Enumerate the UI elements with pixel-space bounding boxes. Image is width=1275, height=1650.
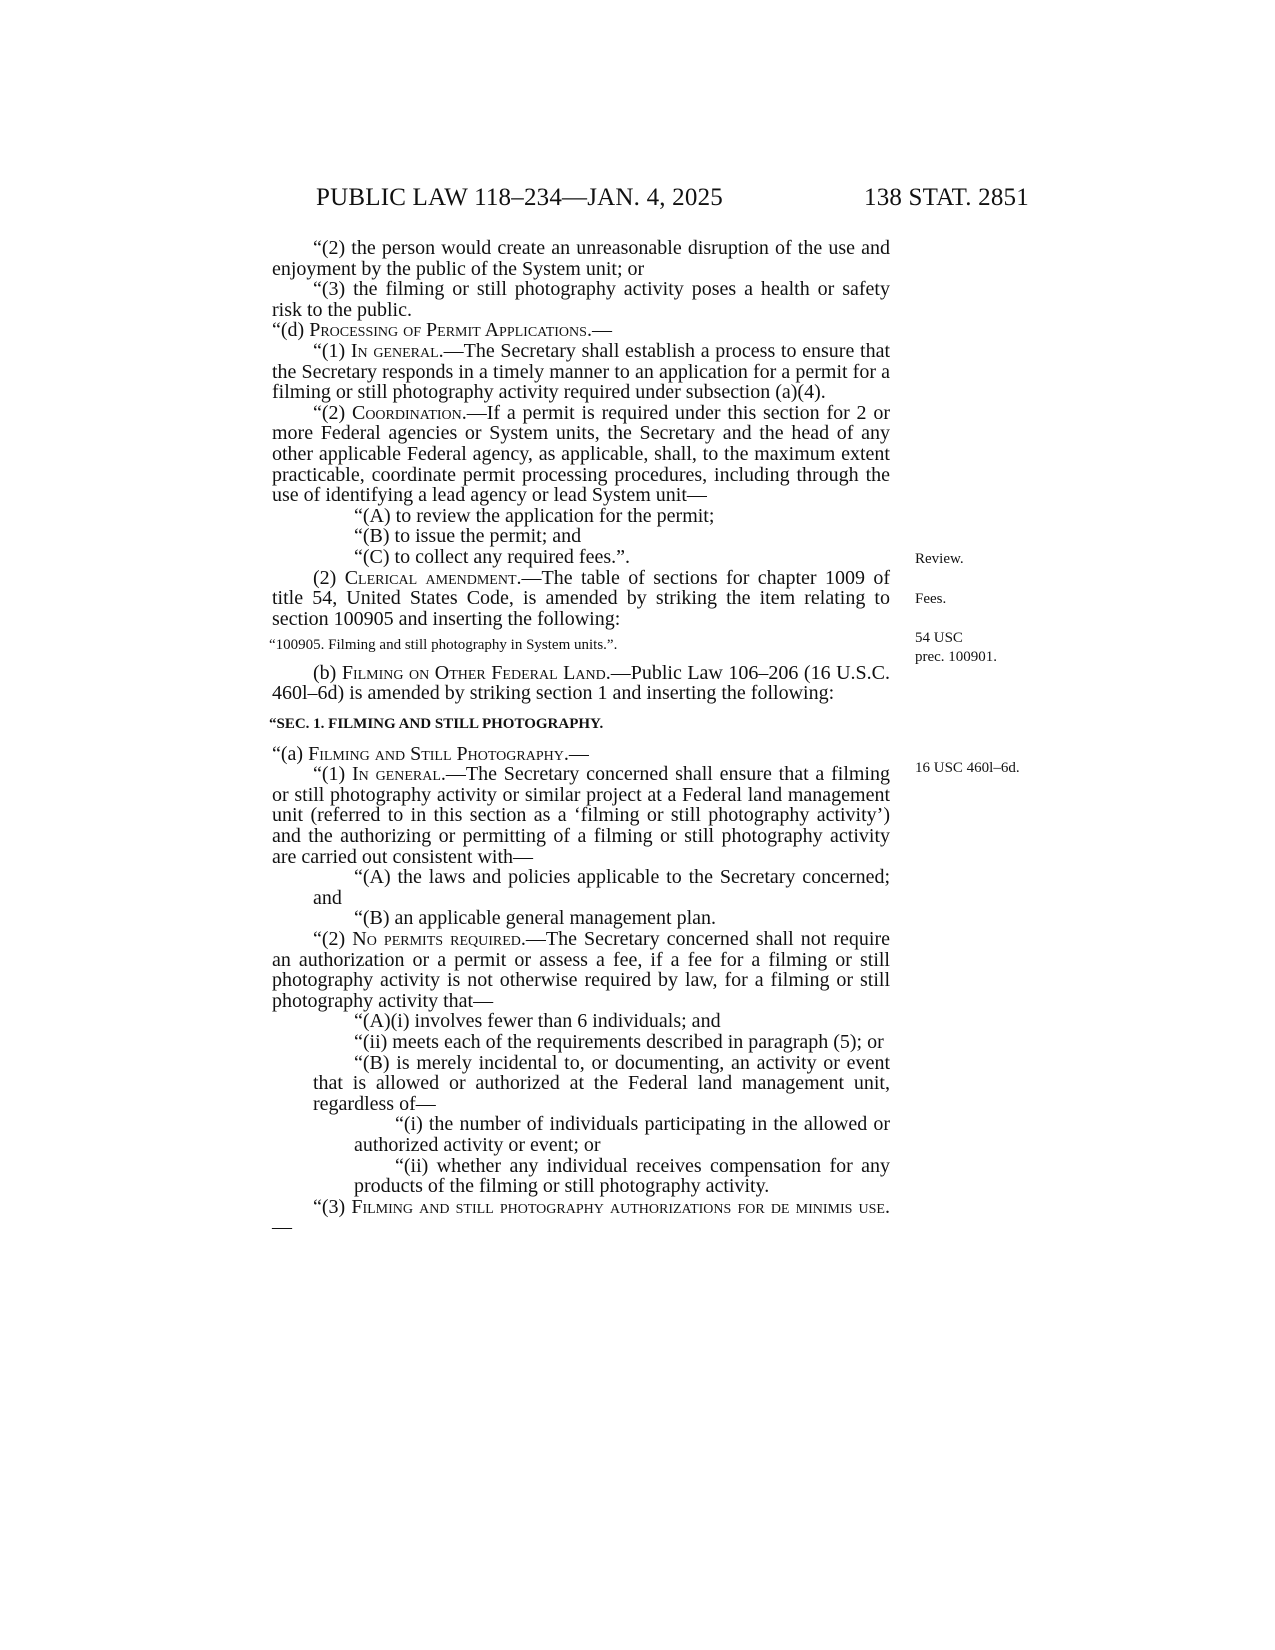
margin-note-usc-54: 54 USC prec. 100901. xyxy=(915,630,998,665)
subsection-d-heading: “(d) Processing of Permit Applications.— xyxy=(272,319,612,342)
para-d1: “(1) In general.—The Secretary shall establish a process to ensure that the Secretary responds in a timely manner to an application for a permit for a filming or still photography activity required under subsection (a)(4). xyxy=(272,339,890,404)
section-heading: “SEC. 1. FILMING AND STILL PHOTOGRAPHY. xyxy=(269,716,604,733)
clause-a1B: “(B) an applicable general management plan. xyxy=(354,907,717,930)
para-a3-heading: “(3) Filming and still photography authorizations for de minimis use.— xyxy=(272,1195,890,1239)
subsection-b: (b) Filming on Other Federal Land.—Public Law 106–206 (16 U.S.C. 460l–6d) is amended by striking section 1 and inserting the following: xyxy=(272,661,890,705)
table-of-sections-item: “100905. Filming and still photography in System units.”. xyxy=(269,637,618,654)
clause-a2Bii: “(ii) whether any individual receives compensation for any products of the filming or still photography activity. xyxy=(354,1154,890,1198)
para-a2: “(2) No permits required.—The Secretary concerned shall not require an authorization or a permit or assess a fee, if a fee for a filming or still photography activity is not otherwise required by law, for a filming or still photography activity that— xyxy=(272,928,891,1012)
para-clerical-amendment: (2) Clerical amendment.—The table of sections for chapter 1009 of title 54, United States Code, is amended by striking the item relating to section 100905 and inserting the following: xyxy=(272,566,890,630)
margin-note-fees: Fees. xyxy=(915,591,947,607)
statute-body xyxy=(269,237,891,1239)
clause-d2B: “(B) to issue the permit; and xyxy=(354,525,582,548)
clause-a1A: “(A) the laws and policies applicable to the Secretary concerned; and xyxy=(313,866,890,909)
para-d2: “(2) Coordination.—If a permit is required under this section for 2 or more Federal agencies or System units, the Secretary and the head of any other applicable Federal agency, as applicable, shall, to the maximum extent practicable, coordinate permit processing procedures, including through the use of identifying a lead agency or lead System unit— xyxy=(272,401,890,507)
margin-note-usc-16: 16 USC 460l–6d. xyxy=(915,760,1020,776)
page-stat-number: 138 STAT. 2851 xyxy=(864,184,1029,211)
clause-d2A: “(A) to review the application for the permit; xyxy=(354,504,715,527)
margin-note-review: Review. xyxy=(915,551,964,567)
clause-a2Ai: “(A)(i) involves fewer than 6 individuals; and xyxy=(354,1010,721,1033)
para-c2: “(2) the person would create an unreasonable disruption of the use and enjoyment by the public of the System unit; or xyxy=(272,237,890,280)
running-header-title: PUBLIC LAW 118–234—JAN. 4, 2025 xyxy=(316,184,723,211)
para-a1: “(1) In general.—The Secretary concerned shall ensure that a filming or still photography activity or similar project at a Federal land management unit (referred to in this section as a ‘filming or still photography activity’) and the authorizing or permitting of a filming or still photography activity are carried out consistent with— xyxy=(272,763,890,868)
clause-a2Bi: “(i) the number of individuals participating in the allowed or authorized activity or event; or xyxy=(354,1113,890,1156)
clause-d2C: “(C) to collect any required fees.”. xyxy=(354,545,630,568)
subsection-a-heading: “(a) Filming and Still Photography.— xyxy=(272,742,589,765)
para-c3: “(3) the filming or still photography activity poses a health or safety risk to the public. xyxy=(272,278,890,321)
clause-a2Aii: “(ii) meets each of the requirements described in paragraph (5); or xyxy=(354,1030,884,1053)
clause-a2B: “(B) is merely incidental to, or documenting, an activity or event that is allowed or authorized at the Federal land management unit, regardless of— xyxy=(313,1051,890,1115)
